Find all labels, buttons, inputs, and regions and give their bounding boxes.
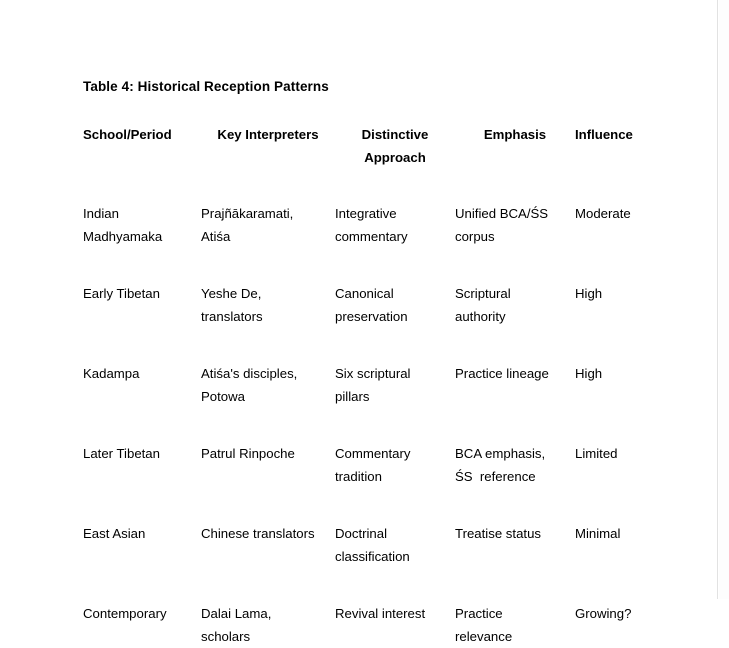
- cell-line: Minimal: [575, 523, 653, 546]
- table-cell-emphasis: [455, 203, 575, 283]
- table-row: [83, 283, 653, 363]
- cell-line: Early Tibetan: [83, 283, 201, 306]
- table-cell-interp: [201, 603, 335, 648]
- table-cell-interp: [201, 283, 335, 363]
- table-header-row: [83, 124, 653, 203]
- table-row: [83, 523, 653, 603]
- cell-line: Kadampa: [83, 363, 201, 386]
- cell-line: Atiśa's disciples,: [201, 363, 335, 386]
- table-cell-emphasis: [455, 443, 575, 523]
- table-cell-approach: [335, 363, 455, 443]
- cell-line: Potowa: [201, 386, 335, 409]
- table-cell-influence: [575, 523, 653, 603]
- table-cell-approach: [335, 443, 455, 523]
- table-cell-influence: [575, 283, 653, 363]
- table-header: [83, 124, 653, 203]
- cell-line: High: [575, 363, 653, 386]
- table-cell-emphasis: [455, 523, 575, 603]
- table-cell-emphasis: [455, 363, 575, 443]
- table-row: [83, 603, 653, 648]
- cell-line: commentary: [335, 226, 455, 249]
- cell-line: classification: [335, 546, 455, 569]
- table-cell-approach: [335, 603, 455, 648]
- cell-line: preservation: [335, 306, 455, 329]
- cell-line: Limited: [575, 443, 653, 466]
- cell-line: translators: [201, 306, 335, 329]
- cell-line: Practice lineage: [455, 363, 575, 386]
- cell-line: East Asian: [83, 523, 201, 546]
- table-cell-approach: [335, 523, 455, 603]
- cell-line: Moderate: [575, 203, 653, 226]
- table-row: [83, 443, 653, 523]
- table-caption: Table 4: Historical Reception Patterns: [83, 78, 653, 96]
- cell-line: Distinctive: [335, 124, 455, 147]
- historical-reception-table: [83, 124, 653, 648]
- table-container: [83, 78, 653, 648]
- cell-line: Contemporary: [83, 603, 201, 626]
- cell-line: Emphasis: [455, 124, 575, 147]
- cell-line: High: [575, 283, 653, 306]
- cell-line: relevance: [455, 626, 575, 648]
- cell-line: Growing?: [575, 603, 653, 626]
- table-cell-approach: [335, 203, 455, 283]
- table-cell-school: [83, 603, 201, 648]
- cell-line: Patrul Rinpoche: [201, 443, 335, 466]
- table-body: [83, 203, 653, 648]
- table-cell-school: [83, 283, 201, 363]
- cell-line: Indian: [83, 203, 201, 226]
- table-cell-school: [83, 523, 201, 603]
- table-cell-influence: [575, 443, 653, 523]
- cell-line: Unified BCA/ŚS: [455, 203, 575, 226]
- cell-line: Prajñākaramati,: [201, 203, 335, 226]
- table-cell-school: [83, 443, 201, 523]
- cell-line: tradition: [335, 466, 455, 489]
- table-cell-emphasis: [455, 603, 575, 648]
- cell-line: Commentary: [335, 443, 455, 466]
- cell-line: scholars: [201, 626, 335, 648]
- column-header-distinctive-approach: [335, 124, 455, 203]
- table-cell-emphasis: [455, 283, 575, 363]
- cell-line: Revival interest: [335, 603, 455, 626]
- table-cell-influence: [575, 603, 653, 648]
- table-cell-influence: [575, 363, 653, 443]
- cell-line: BCA emphasis,: [455, 443, 575, 466]
- cell-line: Later Tibetan: [83, 443, 201, 466]
- cell-line: Approach: [335, 147, 455, 170]
- column-header-influence: [575, 124, 653, 203]
- page-gutter: [719, 0, 729, 599]
- column-header-emphasis: [455, 124, 575, 203]
- cell-line: Atiśa: [201, 226, 335, 249]
- cell-line: Six scriptural: [335, 363, 455, 386]
- table-cell-interp: [201, 363, 335, 443]
- cell-line: Madhyamaka: [83, 226, 201, 249]
- cell-line: Dalai Lama,: [201, 603, 335, 626]
- cell-line: Integrative: [335, 203, 455, 226]
- table-cell-approach: [335, 283, 455, 363]
- table-cell-influence: [575, 203, 653, 283]
- cell-line: corpus: [455, 226, 575, 249]
- cell-line: Yeshe De,: [201, 283, 335, 306]
- table-row: [83, 363, 653, 443]
- cell-line: Canonical: [335, 283, 455, 306]
- cell-line: Chinese translators: [201, 523, 335, 546]
- cell-line: School/Period: [83, 124, 201, 147]
- table-cell-interp: [201, 203, 335, 283]
- cell-line: Practice: [455, 603, 575, 626]
- table-row: [83, 203, 653, 283]
- cell-line: authority: [455, 306, 575, 329]
- cell-line: Influence: [575, 124, 653, 147]
- column-header-school-period: [83, 124, 201, 203]
- table-cell-interp: [201, 523, 335, 603]
- cell-line: Scriptural: [455, 283, 575, 306]
- cell-line: pillars: [335, 386, 455, 409]
- cell-line: Key Interpreters: [201, 124, 335, 147]
- table-cell-school: [83, 363, 201, 443]
- cell-line: Doctrinal: [335, 523, 455, 546]
- table-cell-school: [83, 203, 201, 283]
- cell-line: ŚS reference: [455, 466, 575, 489]
- cell-line: Treatise status: [455, 523, 575, 546]
- column-header-key-interpreters: [201, 124, 335, 203]
- table-cell-interp: [201, 443, 335, 523]
